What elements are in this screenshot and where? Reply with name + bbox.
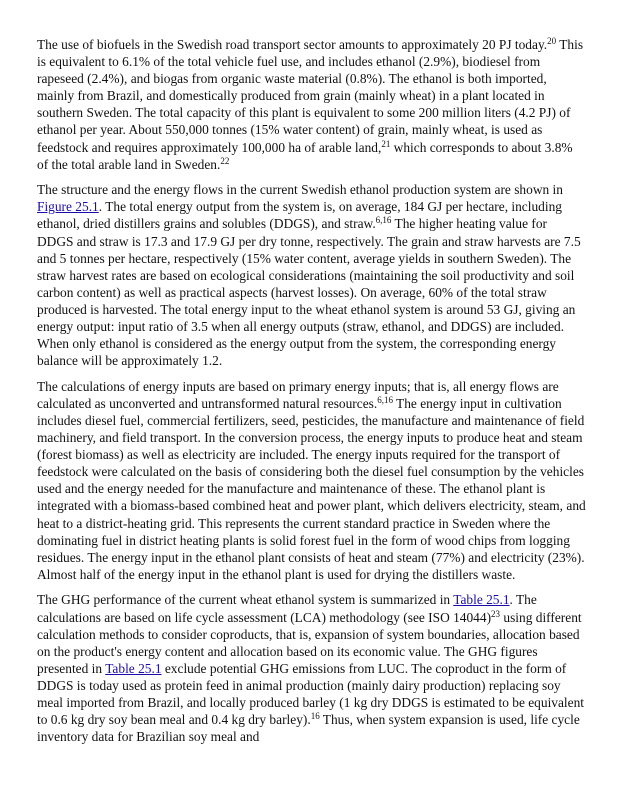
body-text: which corresponds to about 3.8% of the total arable land in Sweden. — [37, 139, 573, 172]
body-text: . The total energy output from the system is, on average, 184 GJ per hectare, including ethanol, dried distillers grains and solubles (DDGS), and straw. — [37, 199, 562, 232]
body-text: The energy input in cultivation includes diesel fuel, commercial fertilizers, seed, pesticides, the manufacture and maintenance of field machinery, and field transport. In the conversion process, the energy inputs to produce heat and steam (forest biomass) as well as electricity are included. The energy inputs required for the transport of feedstock were calculated on the basis of considering both the diesel fuel consumption by the vehicles used and the energy needed for the manufacture and maintenance of these. The ethanol plant is integrated with a biomass-based combined heat and power plant, which delivers electricity, steam, and heat to a district-heating grid. This represents the current standard practice in Sweden where the dominating fuel in district heating plants is solid forest fuel in the form of wood chips from logging residues. The energy input in the ethanol plant consists of heat and steam (77%) and electricity (23%). Almost half of the energy input in the ethanol plant is used for drying the distillers waste. — [37, 395, 586, 582]
reference-superscript: 16 — [310, 711, 320, 722]
body-text: exclude potential GHG emissions from LUC. The coproduct in the form of DDGS is today used as protein feed in animal production (mainly dairy production) replacing soy meal imported from Brazil, and locally produced barley (1 kg dry DDGS is estimated to be equivalent to 0.6 kg dry soy bean meal and 0.4 kg dry barley). — [37, 660, 585, 728]
body-text: This is equivalent to 6.1% of the total vehicle fuel use, and includes ethanol (2.9%), biodiesel from rapeseed (2.4%), and biogas from organic waste material (0.8%). The ethanol is both imported, mainly from Brazil, and domestically produced from grain (mainly wheat) in a plant located in southern Sweden. The total capacity of this plant is equivalent to some 200 million liters (4.2 PJ) of ethanol per year. About 550,000 tonnes (15% water content) of grain, mainly wheat, is used as feedstock and requires approximately 100,000 ha of arable land, — [37, 37, 584, 155]
body-text: The calculations of energy inputs are based on primary energy inputs; that is, all energy flows are calculated as unconverted and untransformed natural resources. — [37, 378, 559, 411]
body-text: The use of biofuels in the Swedish road transport sector amounts to approximately 20 PJ today. — [37, 37, 548, 52]
paragraph-3 — [37, 378, 586, 583]
cross-reference-link[interactable]: Table 25.1 — [453, 592, 510, 608]
cross-reference-link[interactable]: Table 25.1 — [105, 660, 162, 676]
reference-superscript: 20 — [547, 36, 557, 46]
paragraph-1 — [37, 36, 586, 173]
cross-reference-link[interactable]: Figure 25.1 — [37, 199, 99, 215]
body-text: The GHG performance of the current wheat ethanol system is summarized in — [37, 592, 454, 608]
paragraph-4 — [37, 591, 586, 745]
reference-superscript: 6,16 — [377, 394, 393, 405]
reference-superscript: 6,16 — [375, 215, 392, 226]
body-text: Thus, when system expansion is used, life cycle inventory data for Brazilian soy meal and — [37, 712, 580, 745]
reference-superscript: 21 — [381, 138, 391, 149]
body-text: The higher heating value for DDGS and straw is 17.3 and 17.9 GJ per dry tonne, respectively. The grain and straw harvests are 7.5 and 5 tonnes per hectare, respectively (15% water content, average yields in southern Sweden). The straw harvest rates are based on ecological considerations (maintaining the soil productivity and soil carbon content) as well as practical aspects (harvest losses). On average, 60% of the total straw produced is harvested. The total energy input to the wheat ethanol system is around 53 GJ, giving an energy output: input ratio of 3.5 when all energy outputs (straw, ethanol, and DDGS) are included. When only ethanol is considered as the energy output from the system, the corresponding energy balance will be approximately 1.2. — [37, 216, 581, 369]
body-text: The structure and the energy flows in the current Swedish ethanol production system are shown in — [37, 182, 563, 198]
document-body — [37, 36, 586, 754]
reference-superscript: 23 — [491, 608, 501, 619]
body-text: using different calculation methods to consider coproducts, that is, expansion of system boundaries, allocation based on the product's energy content and allocation based on its economic value. The GHG figures presented in — [37, 609, 582, 676]
reference-superscript: 22 — [220, 155, 230, 166]
body-text: . The calculations are based on life cycle assessment (LCA) methodology (see ISO 14044) — [37, 592, 537, 625]
paragraph-2 — [37, 181, 586, 369]
